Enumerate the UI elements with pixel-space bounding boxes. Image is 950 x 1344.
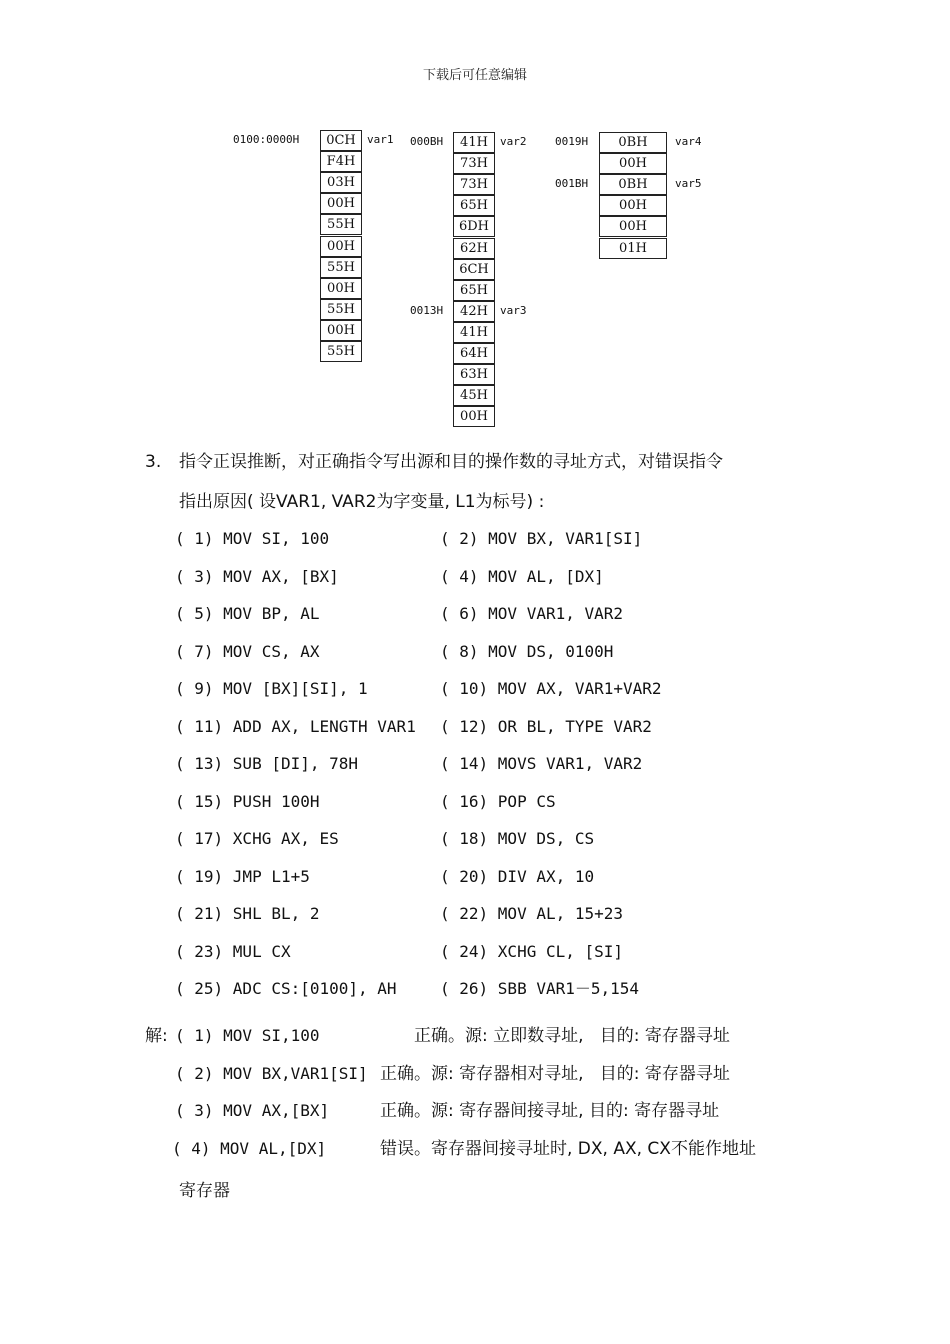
instruction-item: ( 23) MUL CX xyxy=(175,941,291,961)
page-header: 下载后可任意编辑 xyxy=(422,68,527,83)
answer-description: 错误。寄存器间接寻址时, DX, AX, CX不能作地址 xyxy=(380,1139,756,1159)
memory-address-label: 001BH xyxy=(555,177,589,191)
instruction-item: ( 6) MOV VAR1, VAR2 xyxy=(440,604,624,623)
memory-cell: 42H xyxy=(453,301,495,322)
variable-label: var4 xyxy=(675,135,702,148)
variable-label: var1 xyxy=(367,133,394,146)
memory-cell: 64H xyxy=(453,343,495,364)
answer-instruction: ( 1) MOV SI,100 xyxy=(175,1026,320,1045)
question-number: 3. xyxy=(145,452,162,472)
instruction-item: ( 15) PUSH 100H xyxy=(175,791,320,811)
answer-description: 正确。源: 寄存器间接寻址, 目的: 寄存器寻址 xyxy=(380,1101,720,1121)
memory-address-label: 0100:0000H xyxy=(233,133,300,146)
memory-cell: 0CH xyxy=(320,130,362,151)
instruction-item: ( 10) MOV AX, VAR1+VAR2 xyxy=(440,679,662,698)
memory-cell: F4H xyxy=(320,151,362,172)
memory-cell: 00H xyxy=(599,153,667,174)
memory-cell: 65H xyxy=(453,195,495,216)
instruction-item: ( 19) JMP L1+5 xyxy=(175,866,310,886)
memory-cell: 55H xyxy=(320,214,362,235)
question-line-2: 指出原因( 设VAR1, VAR2为字变量, L1为标号) : xyxy=(179,492,545,512)
instruction-item: ( 12) OR BL, TYPE VAR2 xyxy=(440,716,652,736)
memory-cell: 41H xyxy=(453,322,495,343)
instruction-item: ( 13) SUB [DI], 78H xyxy=(175,754,359,773)
memory-cell: 00H xyxy=(320,278,362,299)
instruction-item: ( 20) DIV AX, 10 xyxy=(440,866,595,886)
memory-address-label: 000BH xyxy=(410,135,444,148)
memory-cell: 03H xyxy=(320,172,362,193)
memory-cell: 73H xyxy=(453,153,495,174)
variable-label: var3 xyxy=(500,303,527,317)
answer-description: 正确。源: 寄存器相对寻址, 目的: 寄存器寻址 xyxy=(380,1064,730,1084)
memory-cell: 0BH xyxy=(599,174,667,195)
instruction-item: ( 8) MOV DS, 0100H xyxy=(440,641,614,661)
instruction-item: ( 22) MOV AL, 15+23 xyxy=(440,904,624,923)
instruction-item: ( 26) SBB VAR1－5,154 xyxy=(440,979,640,998)
instruction-item: ( 11) ADD AX, LENGTH VAR1 xyxy=(175,716,416,736)
memory-cell: 00H xyxy=(320,193,362,214)
memory-cell: 00H xyxy=(453,406,495,427)
memory-cell: 00H xyxy=(599,216,667,237)
answer-instruction: ( 3) MOV AX,[BX] xyxy=(175,1101,330,1120)
memory-address-label: 0019H xyxy=(555,135,589,148)
answer-instruction: ( 4) MOV AL,[DX] xyxy=(172,1139,327,1158)
memory-cell: 73H xyxy=(453,174,495,195)
instruction-item: ( 5) MOV BP, AL xyxy=(175,604,320,623)
variable-label: var2 xyxy=(500,135,527,148)
memory-cell: 55H xyxy=(320,341,362,362)
memory-cell: 00H xyxy=(320,320,362,341)
memory-cell: 55H xyxy=(320,299,362,320)
instruction-item: ( 7) MOV CS, AX xyxy=(175,641,320,661)
memory-cell: 00H xyxy=(599,195,667,216)
answer-instruction: ( 2) MOV BX,VAR1[SI] xyxy=(175,1064,368,1083)
answer-description: 正确。源: 立即数寻址, 目的: 寄存器寻址 xyxy=(414,1026,730,1046)
memory-cell: 55H xyxy=(320,257,362,278)
instruction-item: ( 4) MOV AL, [DX] xyxy=(440,566,604,586)
answer-continuation: 寄存器 xyxy=(179,1181,230,1201)
instruction-item: ( 24) XCHG CL, [SI] xyxy=(440,941,624,961)
variable-label: var5 xyxy=(675,177,702,191)
instruction-item: ( 25) ADC CS:[0100], AH xyxy=(175,979,397,998)
memory-cell: 6DH xyxy=(453,216,495,237)
instruction-item: ( 14) MOVS VAR1, VAR2 xyxy=(440,754,643,773)
memory-cell: 65H xyxy=(453,280,495,301)
instruction-item: ( 1) MOV SI, 100 xyxy=(175,529,330,548)
memory-cell: 00H xyxy=(320,236,362,257)
question-line-1: 指令正误推断，对正确指令写出源和目的操作数的寻址方式，对错误指令 xyxy=(179,452,723,472)
memory-cell: 41H xyxy=(453,132,495,153)
instruction-item: ( 18) MOV DS, CS xyxy=(440,829,595,848)
instruction-item: ( 3) MOV AX, [BX] xyxy=(175,566,339,586)
memory-cell: 45H xyxy=(453,385,495,406)
memory-address-label: 0013H xyxy=(410,303,444,317)
instruction-item: ( 9) MOV [BX][SI], 1 xyxy=(175,679,368,698)
memory-cell: 0BH xyxy=(599,132,667,153)
instruction-item: ( 21) SHL BL, 2 xyxy=(175,904,320,923)
memory-cell: 01H xyxy=(599,238,667,259)
memory-cell: 6CH xyxy=(453,259,495,280)
memory-cell: 63H xyxy=(453,364,495,385)
memory-cell: 62H xyxy=(453,238,495,259)
instruction-item: ( 17) XCHG AX, ES xyxy=(175,829,339,848)
instruction-item: ( 2) MOV BX, VAR1[SI] xyxy=(440,529,643,548)
answer-prefix: 解: xyxy=(145,1026,168,1046)
instruction-item: ( 16) POP CS xyxy=(440,791,556,811)
